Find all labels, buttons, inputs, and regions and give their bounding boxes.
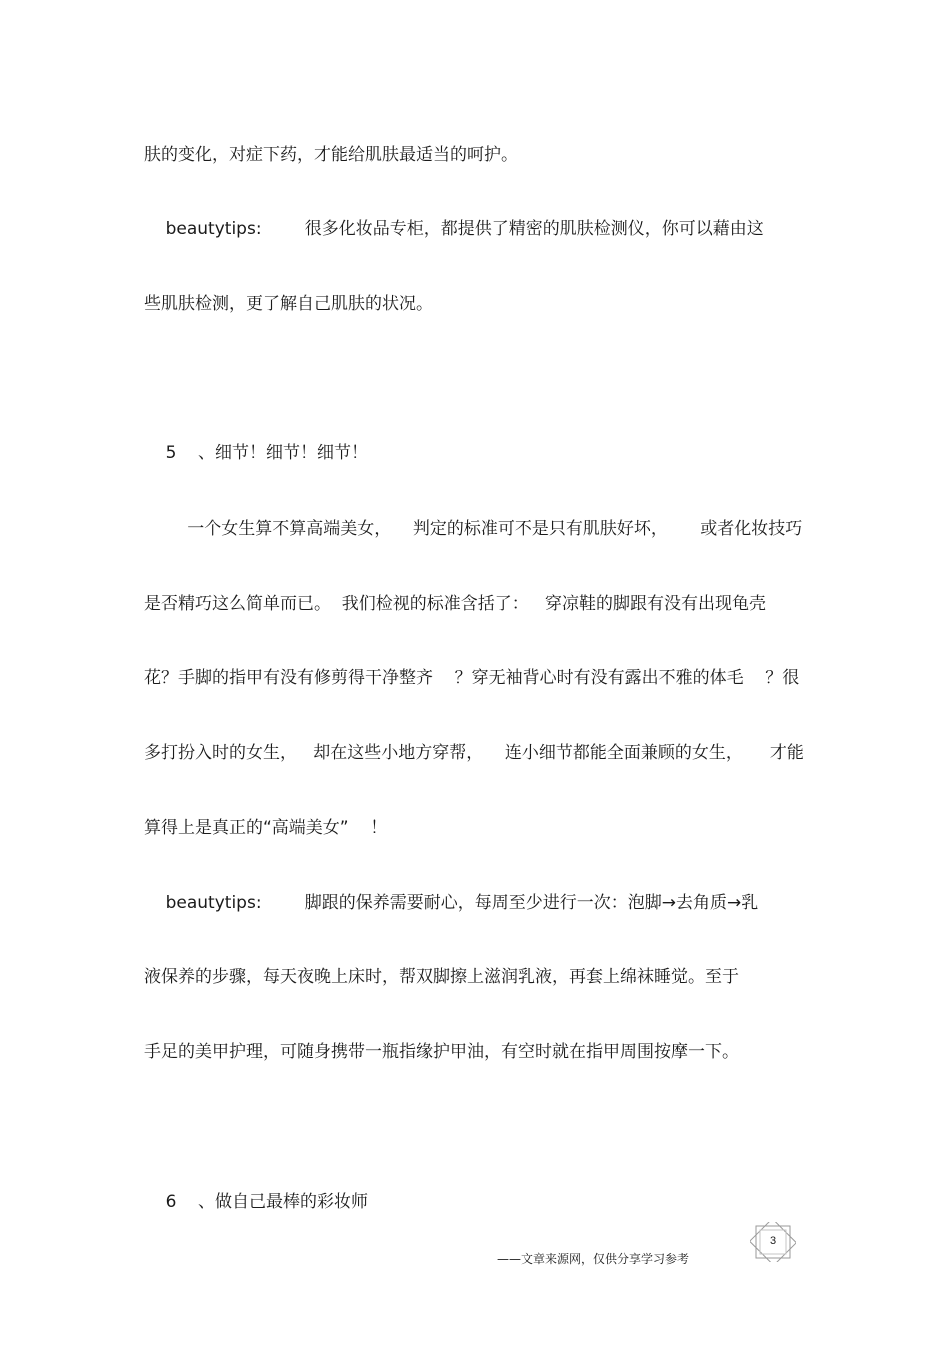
section-heading-5: 5 、细节！细节！细节！ [144,443,369,463]
paragraph-line: 花？手脚的指甲有没有修剪得干净整齐 ？穿无袖背心时有没有露出不雅的体毛 ？很 [144,668,800,688]
section-heading-6: 6 、做自己最棒的彩妆师 [144,1192,369,1212]
paragraph-line: 些肌肤检测，更了解自己肌肤的状况。 [144,294,433,314]
page-number: 3 [769,1235,777,1247]
beauty-tip-line: beautytips: 脚跟的保养需要耐心，每周至少进行一次：泡脚→去角质→乳 [144,893,759,913]
paragraph-line: 液保养的步骤，每天夜晚上床时，帮双脚擦上滋润乳液，再套上绵袜睡觉。至于 [144,967,739,987]
paragraph-line: 算得上是真正的“高端美女” ！ [144,818,388,838]
beauty-tip-line: beautytips: 很多化妆品专柜，都提供了精密的肌肤检测仪，你可以藉由这 [144,219,764,239]
paragraph-line: 是否精巧这么简单而已。 我们检视的标准含括了： 穿凉鞋的脚跟有没有出现龟壳 [144,594,767,614]
paragraph-line: 一个女生算不算高端美女， 判定的标准可不是只有肌肤好坏， 或者化妆技巧 [144,519,803,539]
paragraph-line: 肤的变化，对症下药，才能给肌肤最适当的呵护。 [144,145,518,165]
source-note: ——文章来源网，仅供分享学习参考 [497,1252,690,1266]
paragraph-line: 多打扮入时的女生， 却在这些小地方穿帮， 连小细节都能全面兼顾的女生， 才能 [144,743,804,763]
page-number-badge [750,1222,796,1262]
paragraph-line: 手足的美甲护理，可随身携带一瓶指缘护甲油，有空时就在指甲周围按摩一下。 [144,1042,739,1062]
